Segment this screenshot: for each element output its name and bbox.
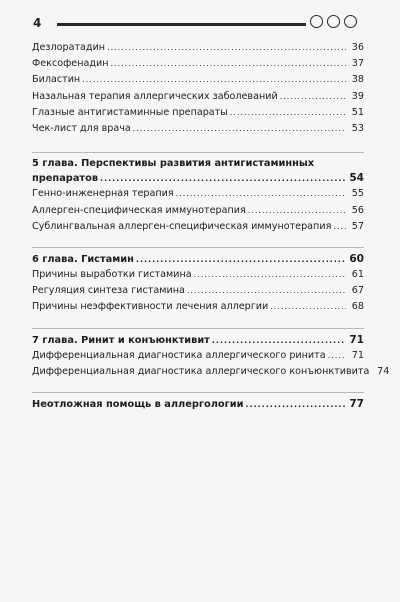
circle-icon — [327, 15, 340, 28]
toc-item-title: Аллерген-специфическая иммунотерапия — [32, 204, 246, 216]
toc-item[interactable] — [32, 107, 364, 123]
toc-item-page: 55 — [351, 188, 364, 200]
dot-leader — [246, 399, 347, 411]
chapter-page: 77 — [349, 398, 364, 411]
dot-leader — [136, 254, 346, 266]
chapter-title-continued: препаратов — [32, 173, 99, 185]
toc-item-page: 67 — [351, 285, 364, 297]
toc-item-title: Причины выработки гистамина — [32, 269, 192, 281]
toc-item-page: 74 — [377, 366, 390, 377]
toc-item-page: 68 — [351, 301, 364, 313]
chapter-page: 71 — [349, 333, 364, 346]
dot-leader — [187, 285, 346, 297]
dot-leader — [328, 350, 346, 362]
dot-leader — [100, 173, 346, 185]
dot-leader — [111, 58, 347, 70]
chapter-title: 5 глава. Перспективы развития антигистаминных — [32, 158, 315, 170]
toc-item[interactable] — [32, 350, 364, 366]
table-of-contents — [32, 42, 390, 414]
toc-item[interactable] — [32, 42, 364, 58]
toc-item-title: Фексофенадин — [32, 58, 109, 70]
toc-item-page: 53 — [351, 122, 364, 134]
chapter-title: 7 глава. Ринит и конъюнктивит — [32, 334, 210, 346]
toc-item-page: 51 — [351, 106, 364, 118]
decorative-circles — [310, 15, 357, 28]
chapter-page: 60 — [349, 252, 364, 265]
toc-item[interactable] — [32, 58, 364, 74]
toc-chapter[interactable] — [32, 398, 364, 414]
dot-leader — [107, 42, 346, 54]
toc-item[interactable] — [32, 205, 364, 221]
toc-item-title: Причины неэффективности лечения аллергии — [32, 301, 269, 313]
dot-leader — [270, 301, 346, 313]
dot-leader — [230, 107, 346, 119]
toc-item[interactable] — [32, 188, 364, 204]
page-number: 4 — [33, 16, 42, 30]
chapter-page: 54 — [349, 172, 364, 185]
toc-chapter[interactable] — [32, 253, 364, 269]
toc-item[interactable] — [32, 301, 364, 317]
dot-leader — [133, 123, 346, 135]
toc-item-title: Сублингвальная аллерген-специфическая иммунотерапия — [32, 220, 332, 232]
toc-item-page: 71 — [351, 349, 364, 361]
toc-item-page: 57 — [351, 220, 364, 232]
toc-item-page: 56 — [351, 204, 364, 216]
chapter-title: 6 глава. Гистамин — [32, 253, 134, 265]
toc-item[interactable] — [32, 285, 364, 301]
toc-item[interactable] — [32, 74, 364, 90]
toc-item[interactable] — [32, 269, 364, 285]
toc-item[interactable] — [32, 366, 390, 382]
header-rule — [57, 23, 306, 26]
toc-item-page: 39 — [351, 90, 364, 102]
toc-item-title: Чек-лист для врача — [32, 122, 131, 134]
toc-item-title: Дифференциальная диагностика аллергического ринита — [32, 349, 326, 361]
dot-leader — [248, 205, 346, 217]
page-header — [0, 12, 400, 36]
toc-item-page: 38 — [351, 74, 364, 86]
toc-item-title: Генно-инженерная терапия — [32, 188, 174, 200]
chapter-title: Неотложная помощь в аллергологии — [32, 399, 244, 411]
toc-item-title: Дифференциальная диагностика аллергического конъюнктивита — [32, 366, 370, 377]
dot-leader — [176, 188, 346, 200]
toc-item-title: Дезлоратадин — [32, 42, 106, 53]
dot-leader — [333, 221, 346, 233]
toc-chapter[interactable] — [32, 334, 364, 350]
toc-item[interactable] — [32, 123, 364, 139]
toc-item[interactable] — [32, 221, 364, 237]
dot-leader — [280, 91, 346, 103]
toc-item-title: Регуляция синтеза гистамина — [32, 285, 185, 297]
toc-item-page: 36 — [351, 42, 364, 53]
toc-item-page: 61 — [351, 269, 364, 281]
toc-item[interactable] — [32, 91, 364, 107]
toc-item-title: Биластин — [32, 74, 81, 86]
toc-chapter[interactable] — [32, 158, 364, 188]
toc-item-title: Назальная терапия аллергических заболеваний — [32, 90, 278, 102]
toc-item-title: Глазные антигистаминные препараты — [32, 106, 228, 118]
circle-icon — [310, 15, 323, 28]
dot-leader — [82, 74, 346, 86]
dot-leader — [194, 269, 346, 281]
circle-icon — [344, 15, 357, 28]
dot-leader — [212, 335, 346, 347]
toc-item-page: 37 — [351, 58, 364, 70]
